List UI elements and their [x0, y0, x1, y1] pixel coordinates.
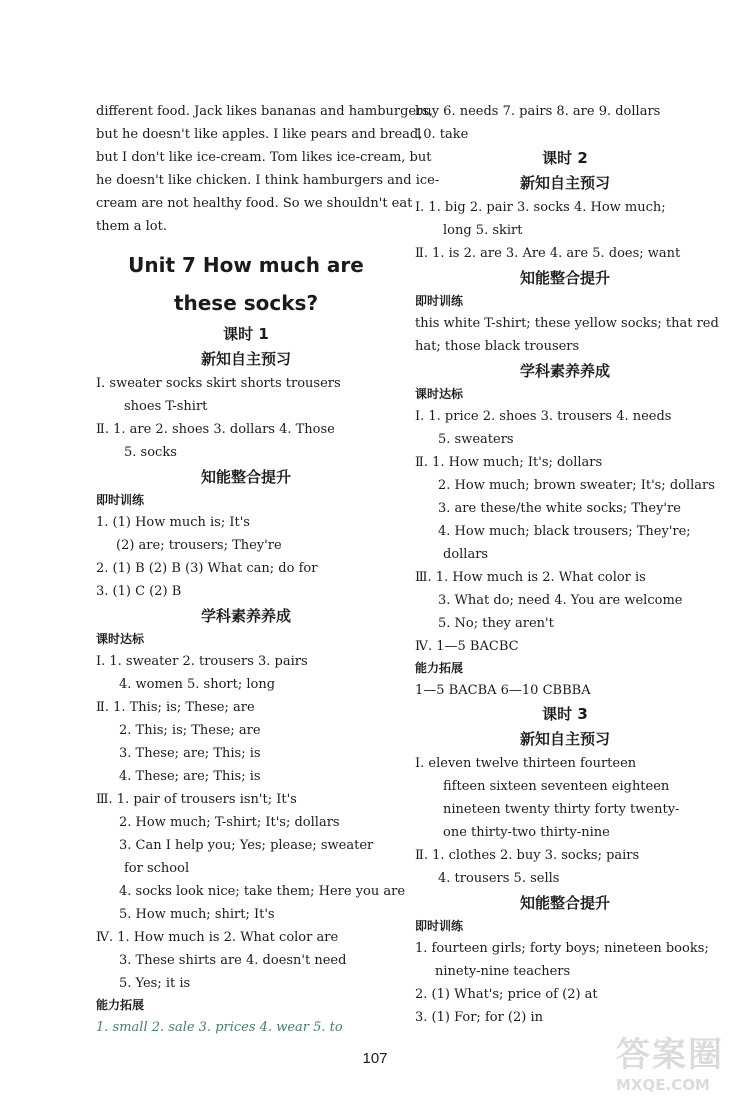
watermark-text: 答案圈 — [616, 1035, 724, 1075]
lesson-title: 课时 1 — [223, 325, 269, 343]
answer-line: 5. Yes; it is — [119, 976, 191, 991]
subsection-label: 课时达标 — [415, 387, 464, 401]
answer-line: 2. (1) What's; price of (2) at — [415, 987, 598, 1002]
watermark-logo — [616, 1035, 742, 1101]
answer-line: one thirty-two thirty-nine — [443, 825, 610, 840]
answer-line: Ⅱ. 1. This; is; These; are — [96, 700, 255, 715]
answer-line: nineteen twenty thirty forty twenty- — [443, 802, 680, 817]
text-line: cream are not healthy food. So we shouldn't eat — [96, 196, 413, 211]
answer-line: long 5. skirt — [443, 223, 523, 238]
subsection-label: 即时训练 — [415, 294, 464, 308]
answer-line: fifteen sixteen seventeen eighteen — [443, 779, 670, 794]
answer-line: 4. These; are; This; is — [119, 769, 261, 784]
answer-line: 1—5 BACBA 6—10 CBBBA — [415, 683, 591, 698]
subsection-label: 能力拓展 — [415, 661, 464, 675]
answer-line: 2. How much; T-shirt; It's; dollars — [119, 815, 340, 830]
answer-line: 3. are these/the white socks; They're — [438, 501, 681, 516]
answer-line: Ⅳ. 1—5 BACBC — [415, 639, 519, 654]
answer-line: Ⅰ. 1. big 2. pair 3. socks 4. How much; — [415, 200, 666, 215]
answer-line: 5. socks — [124, 445, 177, 460]
answer-line: hat; those black trousers — [415, 339, 580, 354]
answer-line: 2. This; is; These; are — [119, 723, 261, 738]
left-column — [96, 100, 440, 1039]
answer-line: 1. small 2. sale 3. prices 4. wear 5. to — [96, 1020, 343, 1035]
answer-line: 2. (1) B (2) B (3) What can; do for — [96, 561, 318, 576]
answer-line: Ⅰ. 1. sweater 2. trousers 3. pairs — [96, 654, 308, 669]
answer-line: 3. (1) C (2) B — [96, 584, 182, 599]
text-line: but I don't like ice-cream. Tom likes ice-cream, but — [96, 150, 432, 165]
answer-line: 4. women 5. short; long — [119, 677, 276, 692]
section-heading: 学科素养养成 — [200, 607, 291, 625]
answer-line: 1. (1) How much is; It's — [96, 515, 250, 530]
text-line: buy 6. needs 7. pairs 8. are 9. dollars — [415, 104, 661, 119]
answer-line: dollars — [443, 547, 489, 562]
section-heading: 学科素养养成 — [519, 362, 610, 380]
answer-line: 4. trousers 5. sells — [438, 871, 560, 886]
answer-line: ninety-nine teachers — [435, 964, 571, 979]
watermark-url: MXQE.COM — [616, 1076, 710, 1094]
answer-line: 3. Can I help you; Yes; please; sweater — [119, 838, 374, 853]
unit-title: Unit 7 How much are — [128, 253, 364, 277]
answer-line: 3. These; are; This; is — [119, 746, 261, 761]
answer-line: Ⅰ. eleven twelve thirteen fourteen — [415, 756, 637, 771]
answer-line: 4. How much; black trousers; They're; — [438, 524, 691, 539]
right-column — [415, 100, 719, 1029]
answer-line: 5. How much; shirt; It's — [119, 907, 275, 922]
subsection-label: 即时训练 — [96, 493, 145, 507]
lesson-title: 课时 2 — [542, 149, 588, 167]
answer-line: Ⅲ. 1. pair of trousers isn't; It's — [96, 792, 297, 807]
section-heading: 知能整合提升 — [519, 894, 610, 912]
text-line: he doesn't like chicken. I think hamburgers and ice- — [96, 173, 440, 188]
section-heading: 知能整合提升 — [200, 468, 291, 486]
answer-line: Ⅲ. 1. How much is 2. What color is — [415, 570, 646, 585]
answer-line: 5. sweaters — [438, 432, 514, 447]
text-line: but he doesn't like apples. I like pears and bread, — [96, 127, 423, 142]
subsection-label: 课时达标 — [96, 632, 145, 646]
answer-line: 1. fourteen girls; forty boys; nineteen books; — [415, 941, 709, 956]
answer-line: Ⅱ. 1. clothes 2. buy 3. socks; pairs — [415, 848, 640, 863]
text-line: different food. Jack likes bananas and hamburgers, — [96, 104, 434, 119]
page-number: 107 — [362, 1050, 388, 1067]
answer-line: Ⅱ. 1. are 2. shoes 3. dollars 4. Those — [96, 422, 335, 437]
subsection-label: 能力拓展 — [96, 998, 145, 1012]
answer-line: Ⅳ. 1. How much is 2. What color are — [96, 930, 339, 945]
answer-line: 3. These shirts are 4. doesn't need — [119, 953, 347, 968]
text-line: them a lot. — [96, 219, 167, 234]
section-heading: 新知自主预习 — [200, 350, 291, 368]
lesson-title: 课时 3 — [542, 705, 588, 723]
answer-line: Ⅱ. 1. is 2. are 3. Are 4. are 5. does; want — [415, 246, 681, 261]
unit-title-line2: these socks? — [173, 291, 319, 315]
answer-line: Ⅱ. 1. How much; It's; dollars — [415, 455, 603, 470]
answer-line: 3. (1) For; for (2) in — [415, 1010, 544, 1025]
answer-line: 5. No; they aren't — [438, 616, 554, 631]
answer-line: 2. How much; brown sweater; It's; dollars — [438, 478, 715, 493]
answer-line: Ⅰ. 1. price 2. shoes 3. trousers 4. needs — [415, 409, 672, 424]
answer-line: Ⅰ. sweater socks skirt shorts trousers — [96, 376, 341, 391]
answer-line: for school — [124, 861, 190, 876]
answer-line: 4. socks look nice; take them; Here you are — [119, 884, 406, 899]
section-heading: 新知自主预习 — [519, 174, 610, 192]
answer-line: (2) are; trousers; They're — [116, 538, 282, 553]
answer-line: shoes T-shirt — [124, 399, 208, 414]
answer-line: 3. What do; need 4. You are welcome — [438, 593, 683, 608]
section-heading: 新知自主预习 — [519, 730, 610, 748]
text-line: 10. take — [415, 127, 469, 142]
answer-line: this white T-shirt; these yellow socks; that red — [415, 316, 719, 331]
subsection-label: 即时训练 — [415, 919, 464, 933]
section-heading: 知能整合提升 — [519, 269, 610, 287]
